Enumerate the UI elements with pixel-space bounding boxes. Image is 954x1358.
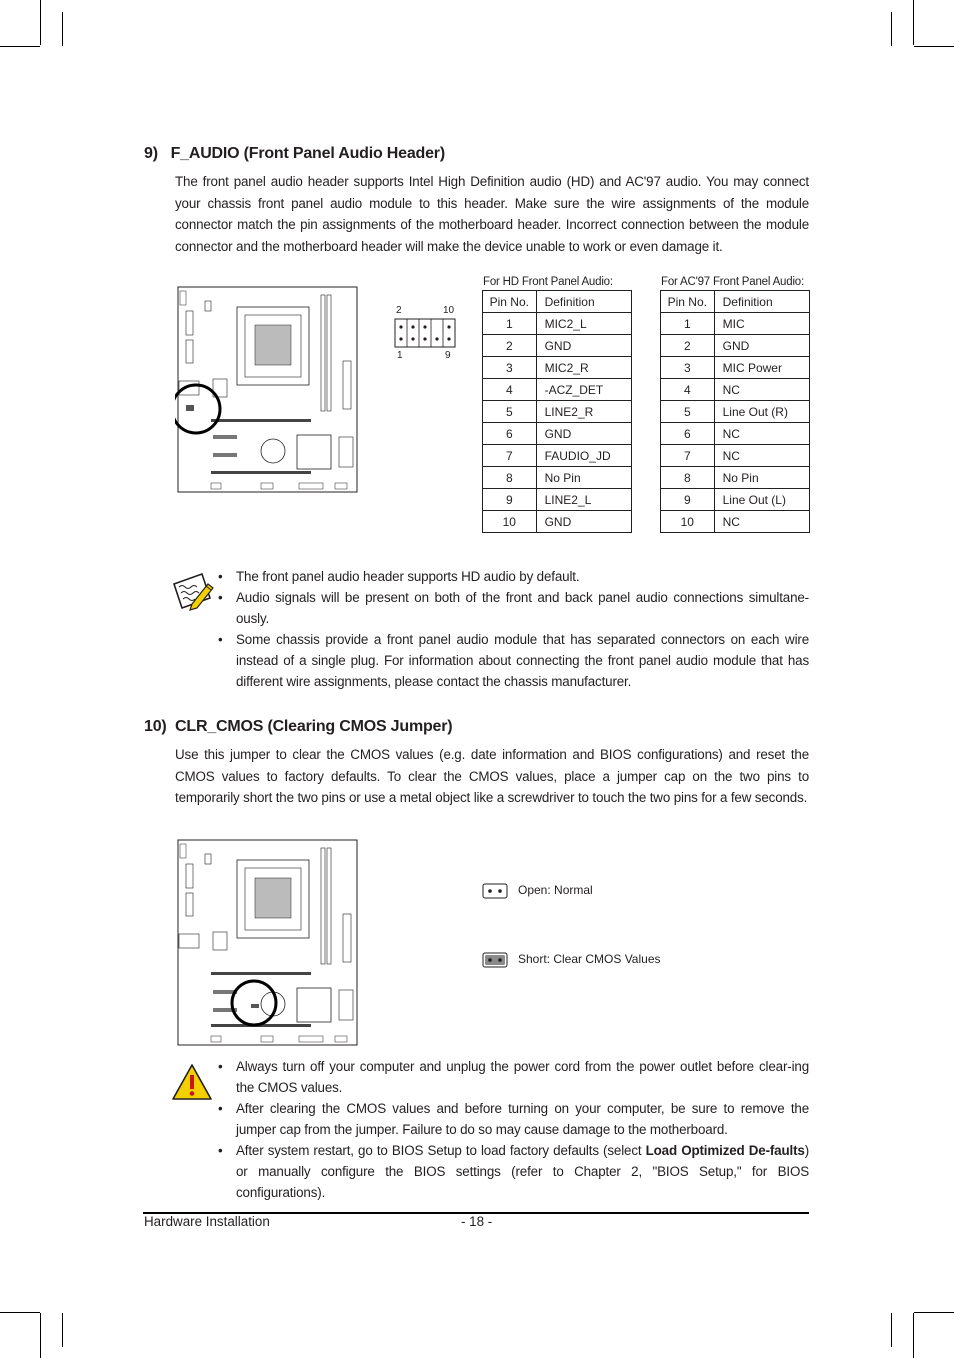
column-header: Definition bbox=[714, 291, 809, 313]
pin-number-2: 2 bbox=[396, 305, 402, 316]
table-row bbox=[483, 467, 632, 489]
jumper-open-icon bbox=[482, 883, 508, 899]
hd-pin-table bbox=[482, 290, 632, 533]
pin-definition-cell: GND bbox=[714, 335, 809, 357]
hd-table-caption: For HD Front Panel Audio: bbox=[483, 276, 613, 288]
pin-number-cell: 10 bbox=[483, 511, 537, 533]
pin-definition-cell: LINE2_L bbox=[536, 489, 631, 511]
load-optimized-defaults-term: Load Optimized De-faults bbox=[645, 1143, 805, 1158]
pin-definition-cell: FAUDIO_JD bbox=[536, 445, 631, 467]
warning-text: After system restart, go to BIOS Setup to load factory defaults (select bbox=[236, 1143, 646, 1158]
pin-definition-cell: -ACZ_DET bbox=[536, 379, 631, 401]
pin-definition-cell: NC bbox=[714, 379, 809, 401]
motherboard-diagram-clr-cmos bbox=[175, 838, 361, 1050]
pin-definition-cell: NC bbox=[714, 445, 809, 467]
pin-number-cell: 2 bbox=[483, 335, 537, 357]
column-header: Pin No. bbox=[483, 291, 537, 313]
table-row bbox=[661, 379, 810, 401]
table-row bbox=[483, 401, 632, 423]
table-row bbox=[661, 489, 810, 511]
table-row bbox=[661, 467, 810, 489]
pin-number-cell: 5 bbox=[483, 401, 537, 423]
clr-cmos-description: Use this jumper to clear the CMOS values (e.g. date information and BIOS configurations) and reset the CMOS values to factory defaults. To clear the CMOS values, place a jumper cap on the two pins to temporarily short the two pins or use a metal object like a screwdriver to touch the two pins for a few seconds. bbox=[175, 747, 809, 805]
column-header: Definition bbox=[536, 291, 631, 313]
warning-text: ) or manually configure the BIOS settings (refer to Chapter 2, "BIOS Setup," for BIOS configurations). bbox=[236, 1143, 810, 1200]
note-pencil-icon bbox=[170, 570, 216, 612]
table-row bbox=[661, 335, 810, 357]
list-item: • After clearing the CMOS values and before turning on your computer, be sure to remove the jumper cap from the jumper. Failure to do so may cause damage to the motherboard. bbox=[218, 1098, 809, 1140]
ac97-table-caption: For AC'97 Front Panel Audio: bbox=[661, 276, 804, 288]
table-row bbox=[483, 313, 632, 335]
table-row bbox=[483, 379, 632, 401]
jumper-short-icon bbox=[482, 952, 508, 968]
pin-definition-cell: MIC Power bbox=[714, 357, 809, 379]
table-row bbox=[661, 511, 810, 533]
highlight-circle-clr-cmos bbox=[232, 981, 276, 1025]
table-row bbox=[661, 357, 810, 379]
pin-number-cell: 10 bbox=[661, 511, 715, 533]
footer-section-title: Hardware Installation bbox=[144, 1214, 270, 1229]
pin-definition-cell: MIC2_R bbox=[536, 357, 631, 379]
table-header-row bbox=[661, 291, 810, 313]
audio-header-pin-diagram bbox=[394, 318, 456, 348]
list-item: • Audio signals will be present on both of the front and back panel audio connections simultane-ously. bbox=[218, 587, 809, 629]
pin-number-9: 9 bbox=[445, 350, 451, 361]
pin-definition-cell: GND bbox=[536, 511, 631, 533]
pin-number-cell: 6 bbox=[483, 423, 537, 445]
table-header-row bbox=[483, 291, 632, 313]
pin-number-cell: 4 bbox=[661, 379, 715, 401]
pin-number-1: 1 bbox=[397, 350, 403, 361]
pin-number-cell: 3 bbox=[661, 357, 715, 379]
pin-definition-cell: NC bbox=[714, 423, 809, 445]
pin-number-10: 10 bbox=[443, 305, 455, 316]
crop-mark bbox=[62, 12, 63, 46]
list-item: • Some chassis provide a front panel audio module that has separated connectors on each wire instead of a single plug. For information about connecting the front panel audio module that has different wire assignments, please contact the chassis manufacturer. bbox=[218, 629, 809, 692]
pin-definition-cell: MIC2_L bbox=[536, 313, 631, 335]
pin-number-cell: 8 bbox=[483, 467, 537, 489]
pin-number-cell: 7 bbox=[483, 445, 537, 467]
pin-number-cell: 4 bbox=[483, 379, 537, 401]
section-heading-clr-cmos: 10) CLR_CMOS (Clearing CMOS Jumper) bbox=[144, 718, 453, 735]
pin-number-cell: 1 bbox=[661, 313, 715, 335]
pin-number-cell: 9 bbox=[483, 489, 537, 511]
table-row bbox=[661, 401, 810, 423]
pin-definition-cell: No Pin bbox=[714, 467, 809, 489]
pin-definition-cell: Line Out (L) bbox=[714, 489, 809, 511]
table-row bbox=[483, 335, 632, 357]
warning-icon bbox=[170, 1062, 214, 1102]
column-header: Pin No. bbox=[661, 291, 715, 313]
pin-number-cell: 1 bbox=[483, 313, 537, 335]
crop-mark bbox=[0, 1312, 40, 1313]
pin-number-cell: 5 bbox=[661, 401, 715, 423]
table-row bbox=[483, 445, 632, 467]
pin-definition-cell: NC bbox=[714, 511, 809, 533]
pin-definition-cell: MIC bbox=[714, 313, 809, 335]
crop-mark bbox=[891, 1313, 892, 1347]
jumper-open-label: Open: Normal bbox=[518, 883, 593, 897]
f-audio-notes bbox=[218, 566, 809, 692]
pin-number-cell: 2 bbox=[661, 335, 715, 357]
crop-mark bbox=[0, 46, 40, 47]
pin-definition-cell: Line Out (R) bbox=[714, 401, 809, 423]
pin-number-cell: 6 bbox=[661, 423, 715, 445]
crop-mark bbox=[913, 1313, 914, 1358]
crop-mark bbox=[913, 0, 914, 45]
crop-mark bbox=[40, 0, 41, 45]
ac97-pin-table bbox=[660, 290, 810, 533]
pin-definition-cell: GND bbox=[536, 423, 631, 445]
table-row bbox=[483, 357, 632, 379]
table-row bbox=[483, 489, 632, 511]
crop-mark bbox=[914, 46, 954, 47]
table-row bbox=[661, 423, 810, 445]
table-row bbox=[661, 445, 810, 467]
table-row bbox=[483, 511, 632, 533]
pin-number-cell: 9 bbox=[661, 489, 715, 511]
f-audio-description: The front panel audio header supports Intel High Definition audio (HD) and AC'97 audio. You may connect your chassis front panel audio module to this header. Make sure the wire assignments of the module connector match the pin assignments of the motherboard header. Incorrect connection between the module connector and the motherboard header will make the device unable to work or even damage it. bbox=[175, 174, 809, 254]
crop-mark bbox=[914, 1312, 954, 1313]
list-item: • The front panel audio header supports HD audio by default. bbox=[218, 566, 809, 587]
crop-mark bbox=[891, 12, 892, 46]
crop-mark bbox=[40, 1313, 41, 1358]
table-row bbox=[661, 313, 810, 335]
clr-cmos-warnings bbox=[218, 1056, 809, 1203]
crop-mark bbox=[62, 1313, 63, 1347]
table-row bbox=[483, 423, 632, 445]
pin-number-cell: 3 bbox=[483, 357, 537, 379]
list-item bbox=[218, 1140, 809, 1203]
pin-definition-cell: GND bbox=[536, 335, 631, 357]
pin-definition-cell: No Pin bbox=[536, 467, 631, 489]
pin-number-cell: 7 bbox=[661, 445, 715, 467]
page-number: - 18 - bbox=[461, 1214, 493, 1229]
highlight-circle-f-audio bbox=[175, 385, 220, 433]
jumper-short-label: Short: Clear CMOS Values bbox=[518, 952, 661, 966]
motherboard-diagram-f-audio bbox=[175, 285, 361, 497]
pin-number-cell: 8 bbox=[661, 467, 715, 489]
list-item: • Always turn off your computer and unplug the power cord from the power outlet before clear-ing the CMOS values. bbox=[218, 1056, 809, 1098]
pin-definition-cell: LINE2_R bbox=[536, 401, 631, 423]
section-heading-f-audio: 9) F_AUDIO (Front Panel Audio Header) bbox=[144, 145, 445, 162]
